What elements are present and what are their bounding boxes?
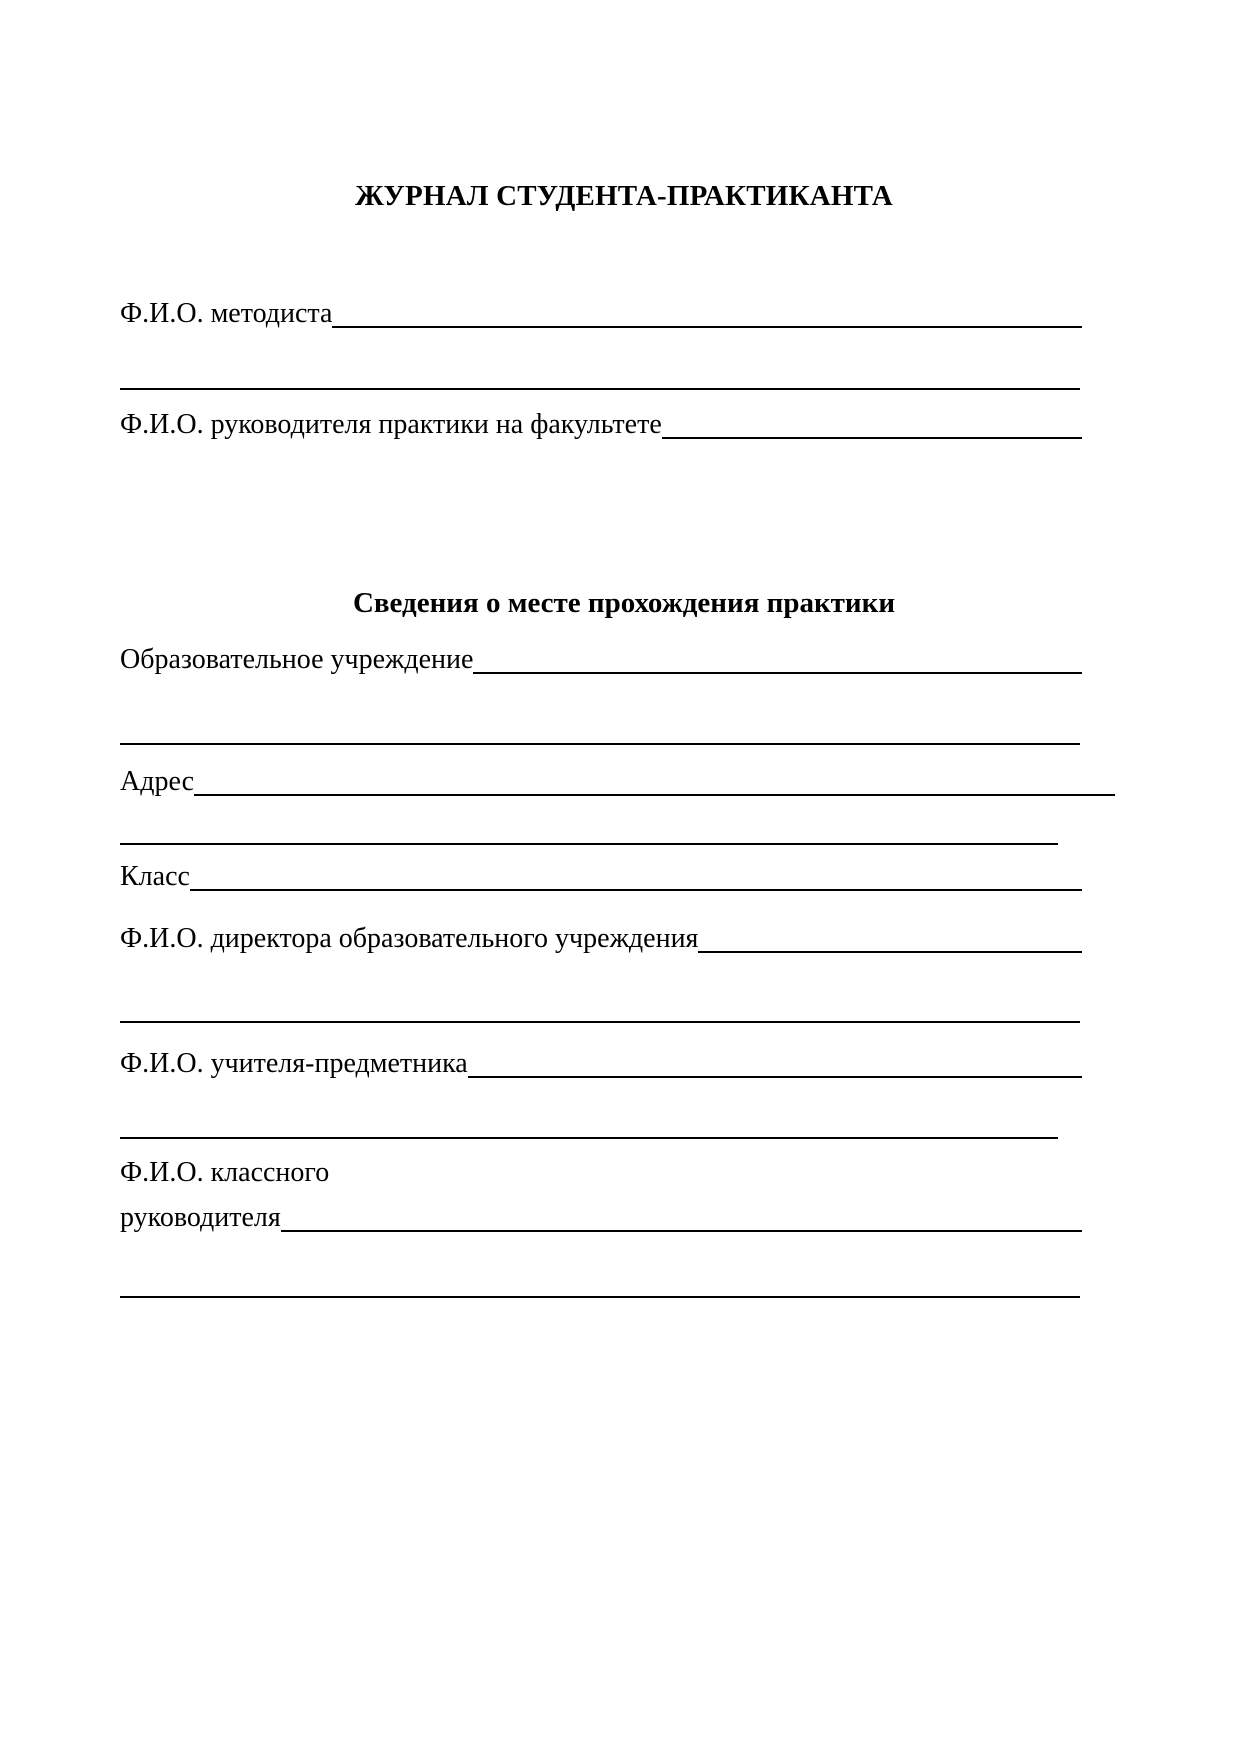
field-methodist-continuation-line bbox=[120, 348, 1080, 390]
spacer bbox=[120, 1023, 1128, 1041]
field-methodist-label: Ф.И.О. методиста bbox=[120, 298, 333, 329]
field-class-label: Класс bbox=[120, 861, 190, 892]
spacer bbox=[120, 336, 1128, 348]
spacer bbox=[120, 682, 1128, 703]
field-institution-label: Образовательное учреждение bbox=[120, 644, 474, 675]
field-subject-teacher bbox=[120, 1041, 1082, 1086]
field-practice-head-label: Ф.И.О. руководителя практики на факультете bbox=[120, 409, 662, 440]
field-address bbox=[120, 759, 1115, 804]
section-heading: Сведения о месте прохождения практики bbox=[352, 587, 896, 619]
field-class-teacher-continuation-line bbox=[120, 1256, 1080, 1298]
spacer bbox=[120, 390, 1128, 402]
field-address-continuation-line bbox=[120, 805, 1058, 845]
spacer bbox=[120, 1240, 1128, 1256]
spacer bbox=[120, 845, 1128, 854]
spacer bbox=[120, 961, 1128, 981]
spacer bbox=[120, 745, 1128, 759]
field-institution-continuation-line bbox=[120, 703, 1080, 745]
spacer bbox=[120, 447, 1128, 581]
field-director-label: Ф.И.О. директора образовательного учреждения bbox=[120, 923, 699, 954]
field-practice-head-blank-line bbox=[662, 402, 1082, 447]
field-class-teacher-label-line2: руководителя bbox=[120, 1202, 281, 1233]
field-subject-teacher-label: Ф.И.О. учителя-предметника bbox=[120, 1048, 468, 1079]
field-class-blank-line bbox=[190, 854, 1082, 899]
field-address-label: Адрес bbox=[120, 766, 195, 797]
field-class bbox=[120, 854, 1082, 899]
spacer bbox=[120, 899, 1128, 916]
field-class-teacher-row1 bbox=[120, 1150, 1128, 1195]
field-director bbox=[120, 916, 1082, 961]
field-director-blank-line bbox=[698, 916, 1082, 961]
field-subject-teacher-blank-line bbox=[468, 1041, 1082, 1086]
field-class-teacher-blank-line bbox=[281, 1195, 1082, 1240]
field-practice-head bbox=[120, 402, 1082, 447]
spacer bbox=[120, 626, 1128, 637]
spacer bbox=[120, 1086, 1128, 1099]
page-title: ЖУРНАЛ СТУДЕНТА-ПРАКТИКАНТА bbox=[355, 180, 893, 212]
field-institution-blank-line bbox=[473, 637, 1082, 682]
field-subject-teacher-continuation-line bbox=[120, 1099, 1058, 1139]
field-address-blank-line bbox=[194, 759, 1115, 804]
field-institution bbox=[120, 637, 1082, 682]
field-class-teacher-row2 bbox=[120, 1195, 1082, 1240]
field-class-teacher-label-line1: Ф.И.О. классного bbox=[120, 1157, 330, 1188]
spacer bbox=[120, 1139, 1128, 1150]
field-methodist-blank-line bbox=[332, 291, 1082, 336]
spacer bbox=[120, 219, 1128, 291]
field-director-continuation-line bbox=[120, 981, 1080, 1023]
field-methodist bbox=[120, 291, 1082, 336]
